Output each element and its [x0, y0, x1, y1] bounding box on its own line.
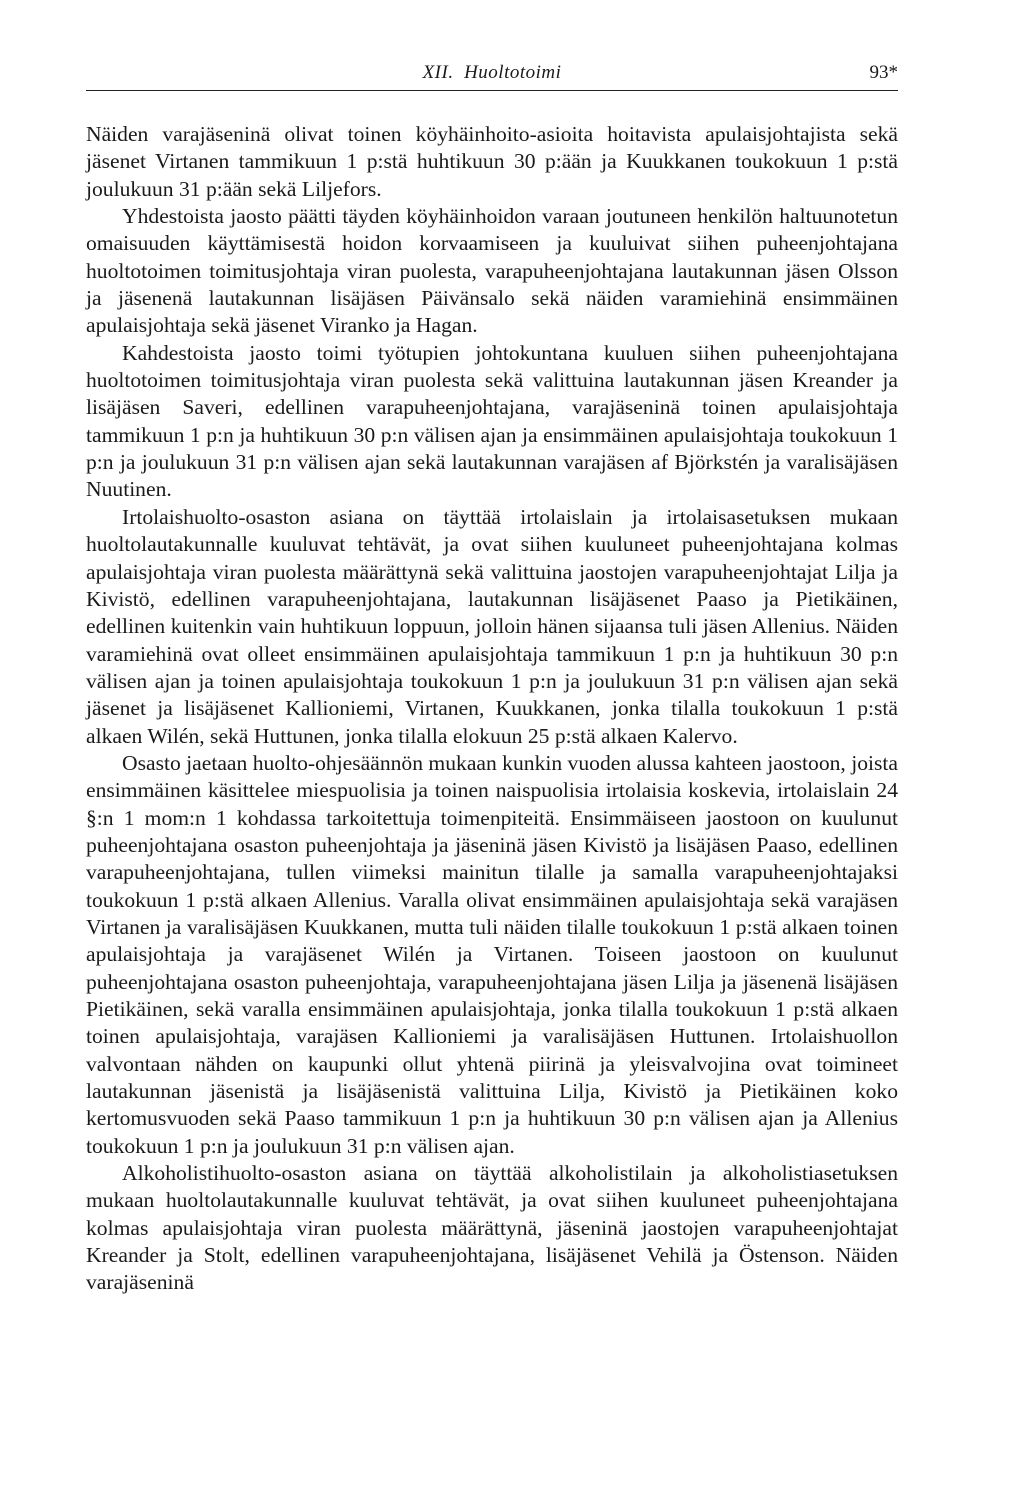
- page-number: 93*: [869, 62, 898, 83]
- paragraph-6: Alkoholistihuolto-osaston asiana on täyttää alkoholistilain ja alkoholistiasetuksen mukaan huoltolautakunnalle kuuluvat tehtävät, ja ovat siihen kuuluneet puheenjohtajana kolmas apulaisjohtaja viran puolesta määrättynä, jäseninä jaostojen varapuheenjohtajat Kreander ja Stolt, edellinen varapuheenjohtajana, lisäjäsenet Vehilä ja Östenson. Näiden varajäseninä: [86, 1161, 898, 1295]
- section-title: Huoltotoimi: [464, 62, 562, 83]
- running-title: [86, 62, 898, 84]
- paragraph-4: Irtolaishuolto-osaston asiana on täyttää irtolaislain ja irtolaisasetuksen mukaan huoltolautakunnalle kuuluvat tehtävät, ja ovat siihen kuuluneet puheenjohtajana kolmas apulaisjohtaja viran puolesta määrättynä sekä valittuina jaostojen varapuheenjohtajat Lilja ja Kivistö, edellinen varapuheenjohtajana, lautakunnan lisäjäsenet Paaso ja Pietikäinen, edellinen kuitenkin vain huhtikuun loppuun, jolloin hänen sijaansa tuli jäsen Allenius. Näiden varamiehinä ovat olleet ensimmäinen apulaisjohtaja tammikuun 1 p:n ja huhtikuun 30 p:n välisen ajan ja toinen apulaisjohtaja toukokuun 1 p:n ja joulukuun 31 p:n välisen ajan sekä jäsenet ja lisäjäsenet Kallioniemi, Virtanen, Kuukkanen, jonka tilalla toukokuun 1 p:stä alkaen Wilén, sekä Huttunen, jonka tilalla elokuun 25 p:stä alkaen Kalervo.: [86, 504, 898, 748]
- running-header: [86, 62, 898, 91]
- body-text: [86, 121, 898, 1297]
- paragraph-2: Yhdestoista jaosto päätti täyden köyhäinhoidon varaan joutuneen henkilön haltuunotetun omaisuuden käyttämisestä hoidon korvaamiseen ja kuuluivat siihen puheenjohtajana huoltotoimen toimitusjohtaja viran puolesta, varapuheenjohtajana lautakunnan jäsen Olsson ja jäsenenä lautakunnan lisäjäsen Päivänsalo sekä näiden varamiehinä ensimmäinen apulaisjohtaja sekä jäsenet Viranko ja Hagan.: [86, 204, 898, 338]
- paragraph-3: Kahdestoista jaosto toimi työtupien johtokuntana kuuluen siihen puheenjohtajana huoltotoimen toimitusjohtaja viran puolesta sekä valittuina lautakunnan jäsen Kreander ja lisäjäsen Saveri, edellinen varapuheenjohtajana, varajäseninä toinen apulaisjohtaja tammikuun 1 p:n ja huhtikuun 30 p:n välisen ajan ja ensimmäinen apulaisjohtaja toukokuun 1 p:n ja joulukuun 31 p:n välisen ajan sekä lautakunnan varajäsen af Björkstén ja varalisäjäsen Nuutinen.: [86, 340, 898, 502]
- paragraph-1: Näiden varajäseninä olivat toinen köyhäinhoito-asioita hoitavista apulaisjohtajista sekä jäsenet Virtanen tammikuun 1 p:stä huhtikuun 30 p:ään ja Kuukkanen toukokuun 1 p:stä joulukuun 31 p:ään sekä Liljefors.: [86, 122, 898, 201]
- paragraph-5: Osasto jaetaan huolto-ohjesäännön mukaan kunkin vuoden alussa kahteen jaostoon, joista ensimmäinen käsittelee miespuolisia ja toinen naispuolisia irtolaisia koskevia, irtolaislain 24 §:n 1 mom:n 1 kohdassa tarkoitettuja toimenpiteitä. Ensimmäiseen jaostoon on kuulunut puheenjohtajana osaston puheenjohtaja ja jäseninä jäsen Kivistö ja lisäjäsen Paaso, edellinen varapuheenjohtajana, tullen viimeksi mainitun tilalle ja samalla varapuheenjohtajaksi toukokuun 1 p:stä alkaen Allenius. Varalla olivat ensimmäinen apulaisjohtaja sekä varajäsen Virtanen ja varalisäjäsen Kuukkanen, mutta tuli näiden tilalle toukokuun 1 p:stä alkaen toinen apulaisjohtaja ja varajäsenet Wilén ja Virtanen. Toiseen jaostoon on kuulunut puheenjohtajana osaston puheenjohtaja, varapuheenjohtajana jäsen Lilja ja jäsenenä lisäjäsen Pietikäinen, sekä varalla ensimmäinen apulaisjohtaja, jonka tilalla toukokuun 1 p:stä alkaen toinen apulaisjohtaja, varajäsen Kallioniemi ja varalisäjäsen Huttunen. Irtolaishuollon valvontaan nähden on kaupunki ollut yhtenä piirinä ja yleisvalvojina ovat toimineet lautakunnan jäsenistä ja lisäjäsenistä valittuina Lilja, Kivistö ja Pietikäinen koko kertomusvuoden sekä Paaso tammikuun 1 p:n ja huhtikuun 30 p:n välisen ajan ja Allenius toukokuun 1 p:n ja joulukuun 31 p:n välisen ajan.: [86, 750, 898, 1158]
- chapter-numeral: XII.: [422, 62, 454, 83]
